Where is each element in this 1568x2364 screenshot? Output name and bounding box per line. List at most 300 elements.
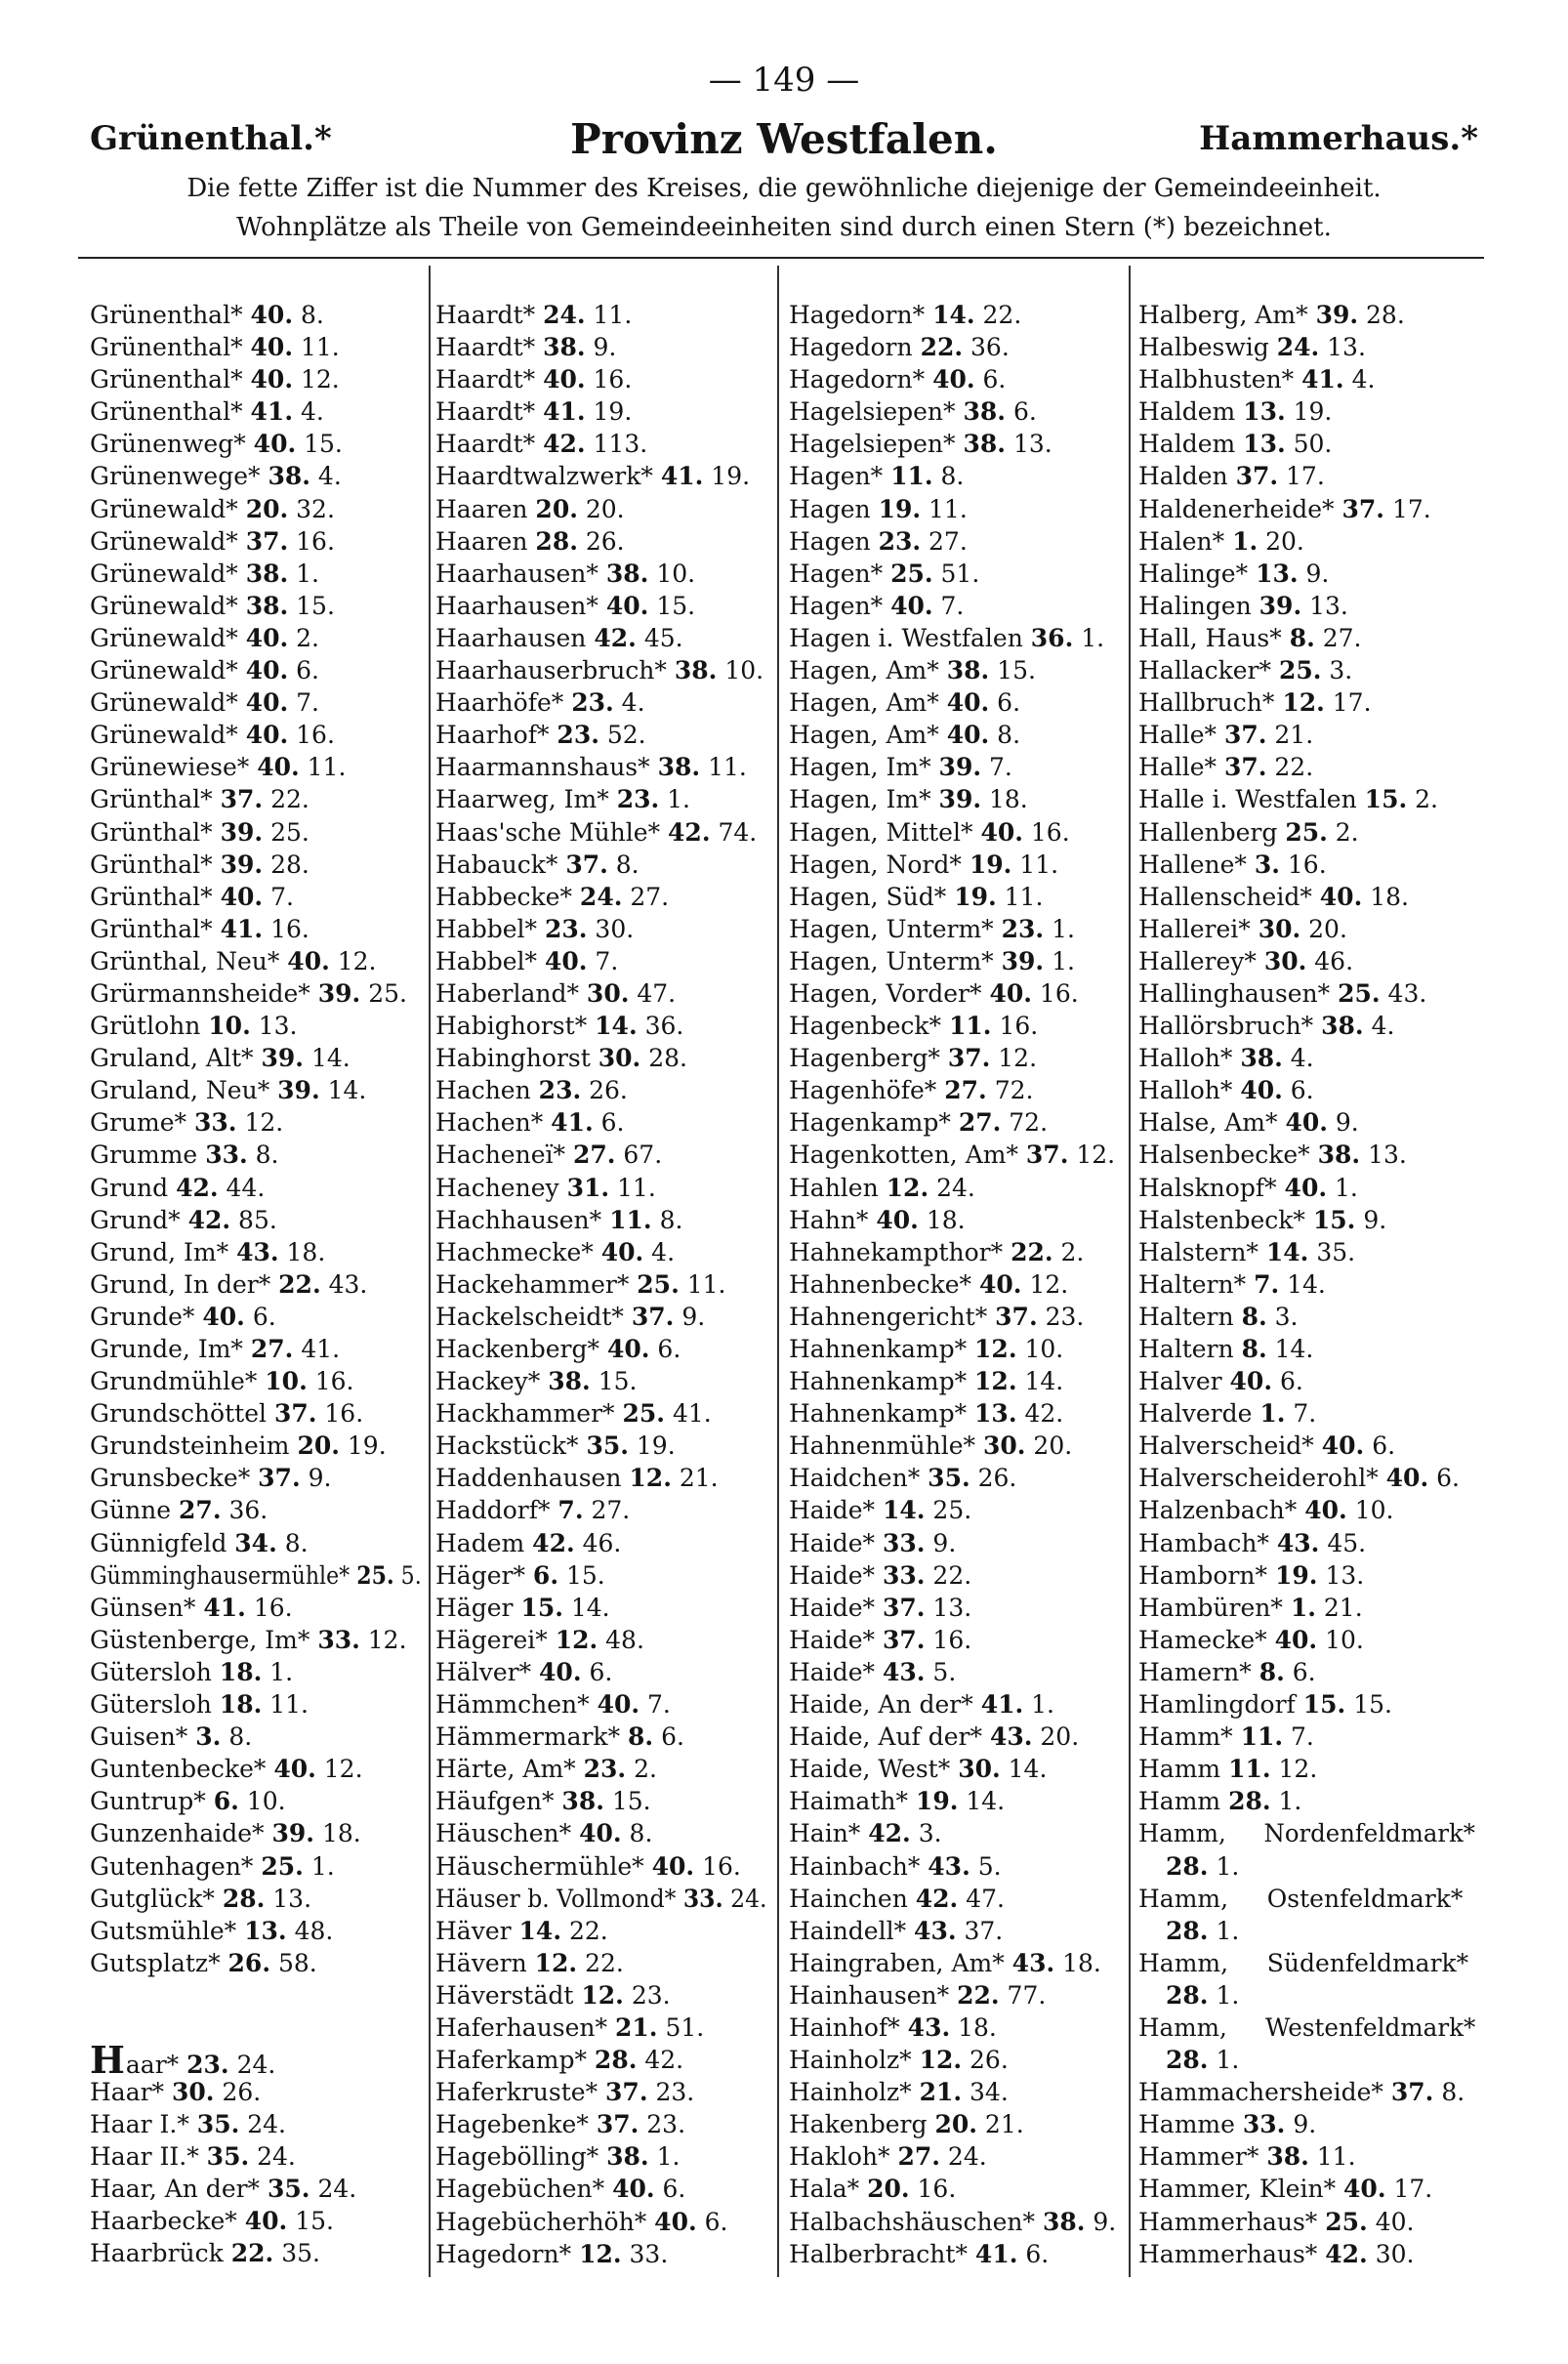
- municipality-number: 34.: [970, 2078, 1009, 2107]
- place-name: Hamern*: [1138, 1657, 1252, 1686]
- place-name: Hackey*: [435, 1367, 541, 1396]
- municipality-number: 48.: [294, 1916, 334, 1945]
- district-number: 42.: [668, 817, 711, 847]
- place-name: Hammachersheide*: [1138, 2078, 1383, 2107]
- district-number: 19.: [969, 850, 1012, 879]
- place-name: Hagen*: [789, 462, 884, 491]
- place-name: Halle*: [1138, 753, 1217, 782]
- place-name: Häverstädt: [435, 1980, 574, 2010]
- index-entry: [789, 1494, 1121, 1526]
- municipality-number: 6.: [252, 1302, 276, 1331]
- index-entry: [1138, 2206, 1475, 2238]
- district-number: 27.: [944, 1076, 987, 1105]
- district-number: 40.: [600, 1237, 644, 1266]
- municipality-number: 11.: [708, 753, 747, 782]
- district-number: 41.: [660, 462, 704, 491]
- district-number: 23.: [878, 526, 922, 556]
- district-number: 40.: [890, 591, 933, 620]
- municipality-number: 35.: [281, 2239, 320, 2268]
- municipality-number: 43.: [328, 1269, 368, 1299]
- municipality-number: 13.: [932, 1593, 972, 1622]
- district-number: 25.: [622, 1399, 665, 1429]
- district-number: 40.: [1385, 1464, 1429, 1493]
- district-number: 24.: [579, 882, 623, 911]
- district-number: 39.: [1259, 591, 1302, 620]
- index-entry: [1138, 1301, 1475, 1333]
- municipality-number: 19.: [593, 397, 633, 427]
- index-entry: [1138, 2173, 1475, 2205]
- place-name: Haaren: [435, 526, 528, 556]
- place-name: Hagen, Am*: [789, 656, 939, 685]
- municipality-number: 15.: [611, 1787, 651, 1816]
- place-name: Günnigfeld: [90, 1528, 227, 1557]
- index-entry: [90, 1172, 422, 1204]
- index-entry: [789, 590, 1121, 622]
- district-number: 8.: [1241, 1302, 1267, 1331]
- index-entry: [90, 299, 422, 331]
- municipality-number: 14.: [327, 1076, 367, 1105]
- index-entry: [90, 2173, 422, 2205]
- district-number: 28.: [222, 1884, 266, 1913]
- index-entry: [90, 1430, 422, 1462]
- index-entry: [1138, 1139, 1475, 1171]
- place-name: Gunzenhaide*: [90, 1819, 265, 1848]
- municipality-number: 14.: [1274, 1335, 1314, 1363]
- district-number: 40.: [1240, 1076, 1283, 1105]
- municipality-number: 10.: [1325, 1625, 1364, 1654]
- index-entry: [90, 1817, 422, 1849]
- municipality-number: 24.: [936, 1173, 975, 1202]
- place-name: Halberbracht*: [789, 2239, 968, 2268]
- place-name: Halloh*: [1138, 1044, 1233, 1073]
- district-number: 40.: [932, 365, 975, 394]
- district-number: 38.: [963, 397, 1006, 427]
- municipality-number: 36.: [970, 333, 1010, 362]
- municipality-number: 30.: [595, 914, 635, 943]
- index-entry: [1138, 751, 1475, 783]
- place-name: Gruland, Neu*: [90, 1076, 270, 1105]
- place-name: Guisen*: [90, 1722, 188, 1752]
- place-name: Grünewald*: [90, 721, 238, 750]
- municipality-number: 24.: [947, 2142, 987, 2172]
- district-number: 30.: [1263, 946, 1307, 975]
- index-entry: [435, 2206, 767, 2238]
- municipality-number: 11.: [1004, 882, 1044, 911]
- district-number: 38.: [1042, 2207, 1086, 2236]
- district-number: 43.: [1276, 1528, 1320, 1557]
- index-entry: [435, 1301, 767, 1333]
- place-name: Halbeswig: [1138, 333, 1269, 362]
- district-number: 22.: [278, 1269, 321, 1299]
- municipality-number: 1.: [656, 2142, 681, 2172]
- municipality-number: 7.: [296, 688, 319, 718]
- index-entry: [435, 1236, 767, 1268]
- place-name: Gutenhagen*: [90, 1851, 254, 1881]
- municipality-number: 16.: [324, 1399, 364, 1429]
- place-name: Hagen, Im*: [789, 785, 931, 814]
- index-entry: [789, 1527, 1121, 1559]
- district-number: 24.: [1276, 333, 1320, 362]
- index-entry: [789, 558, 1121, 590]
- index-entry: [789, 1333, 1121, 1365]
- index-entry: [90, 1592, 422, 1624]
- municipality-number: 4.: [300, 397, 324, 427]
- index-entry: [1138, 1850, 1475, 1883]
- municipality-number: 2.: [296, 623, 319, 652]
- place-name: Günne: [90, 1496, 172, 1525]
- municipality-number: 5.: [932, 1657, 957, 1686]
- index-entry: [90, 881, 422, 913]
- index-entry: [1138, 1172, 1475, 1204]
- municipality-number: 5.: [400, 1560, 422, 1590]
- district-number: 40.: [606, 1335, 650, 1363]
- municipality-number: 13.: [1325, 1560, 1365, 1590]
- municipality-number: 14.: [1008, 1755, 1048, 1784]
- place-name: Haltern: [1138, 1302, 1234, 1331]
- municipality-number: 15.: [656, 591, 696, 620]
- municipality-number: 9.: [308, 1464, 332, 1493]
- district-number: 12.: [629, 1464, 672, 1493]
- place-name: Haltern*: [1138, 1269, 1247, 1299]
- place-name: Habauck*: [435, 850, 558, 879]
- district-number: 21.: [615, 2012, 658, 2042]
- place-name: Haardt*: [435, 333, 536, 362]
- place-name: Haarhöfe*: [435, 688, 564, 718]
- municipality-number: 11.: [686, 1269, 726, 1299]
- district-number: 20.: [297, 1431, 340, 1461]
- municipality-number: 16.: [296, 526, 335, 556]
- index-entry: [435, 363, 767, 395]
- index-entry: [90, 331, 422, 363]
- index-entry: [789, 395, 1121, 428]
- municipality-number: 6.: [1372, 1431, 1396, 1461]
- municipality-number: 12.: [244, 1108, 284, 1138]
- municipality-number: 1.: [1335, 1173, 1358, 1202]
- district-number: 18.: [219, 1657, 263, 1686]
- municipality-number: 20.: [1265, 526, 1304, 556]
- place-name: Hahnenbecke*: [789, 1269, 972, 1299]
- municipality-number: 12.: [367, 1625, 407, 1654]
- district-number: 40.: [220, 882, 264, 911]
- index-entry: [1138, 1721, 1475, 1753]
- district-number: 38.: [1240, 1044, 1283, 1073]
- place-name: Hainbach*: [789, 1851, 921, 1881]
- municipality-number: 1.: [1216, 1916, 1240, 1945]
- place-name: Hagen, Am*: [789, 721, 939, 750]
- municipality-number: 10.: [246, 1787, 286, 1816]
- place-name: Haarweg, Im*: [435, 785, 609, 814]
- index-entry: [90, 2076, 422, 2108]
- municipality-number: 51.: [665, 2012, 705, 2042]
- municipality-number: 26.: [977, 1464, 1017, 1493]
- place-name: Hall, Haus*: [1138, 623, 1282, 652]
- municipality-number: 72.: [994, 1076, 1034, 1105]
- index-entry: [789, 1785, 1121, 1817]
- index-entry: [435, 590, 767, 622]
- place-name: Grünenwege*: [90, 462, 261, 491]
- district-number: 13.: [1243, 397, 1286, 427]
- municipality-number: 14.: [570, 1593, 610, 1622]
- place-name: Grünenthal*: [90, 397, 243, 427]
- district-number: 38.: [548, 1367, 591, 1396]
- column-divider: [777, 266, 779, 2277]
- place-name: Haide*: [789, 1593, 876, 1622]
- district-number: 1.: [1259, 1399, 1286, 1429]
- municipality-number: 35.: [1316, 1237, 1356, 1266]
- municipality-number: 4.: [1351, 365, 1376, 394]
- place-name: Hallenberg: [1138, 817, 1278, 847]
- index-entry: [1138, 1397, 1475, 1430]
- district-number: 40.: [989, 978, 1032, 1008]
- district-number: 31.: [566, 1173, 610, 1202]
- district-number: 35.: [928, 1464, 970, 1493]
- district-number: 12.: [534, 1948, 578, 1977]
- index-entry: [789, 622, 1121, 654]
- municipality-number: 6.: [1436, 1464, 1460, 1493]
- municipality-number: 16.: [314, 1367, 354, 1396]
- municipality-number: 23.: [1045, 1302, 1085, 1331]
- place-name: Haarmannshaus*: [435, 753, 650, 782]
- index-entry: [1138, 2140, 1475, 2173]
- district-number: 30.: [1258, 914, 1301, 943]
- index-entry: [789, 686, 1121, 719]
- municipality-number: 1.: [667, 785, 690, 814]
- place-name: Hamecke*: [1138, 1625, 1267, 1654]
- municipality-number: 4.: [621, 688, 645, 718]
- district-number: 38.: [674, 656, 718, 685]
- municipality-number: 85.: [238, 1205, 277, 1234]
- municipality-number: 12.: [337, 946, 377, 975]
- municipality-number: 30.: [1375, 2239, 1415, 2268]
- column-divider: [429, 266, 431, 2277]
- district-number: 30.: [586, 978, 630, 1008]
- place-name: Haidchen*: [789, 1464, 921, 1493]
- district-number: 38.: [268, 462, 310, 491]
- index-entry: [789, 1656, 1121, 1688]
- municipality-number: 24.: [236, 2050, 276, 2079]
- district-number: 40.: [539, 1657, 582, 1686]
- place-name: Halle*: [1138, 721, 1217, 750]
- municipality-number: 7.: [940, 591, 965, 620]
- column-divider: [1129, 266, 1131, 2277]
- index-entry: [789, 783, 1121, 815]
- index-entry: [1138, 2011, 1476, 2044]
- index-entry: [90, 590, 422, 622]
- place-name: Haarbecke*: [90, 2207, 237, 2236]
- place-name: Hahnenkamp*: [789, 1335, 968, 1363]
- page-title: Provinz Westfalen.: [570, 115, 998, 163]
- place-name: Guntenbecke*: [90, 1755, 267, 1784]
- place-name: Hagen, Unterm*: [789, 946, 994, 975]
- district-number: 33.: [205, 1141, 248, 1170]
- municipality-number: 13.: [1327, 333, 1366, 362]
- index-entry: [789, 977, 1121, 1010]
- district-number: 15.: [1312, 1205, 1356, 1234]
- municipality-number: 45.: [643, 623, 683, 652]
- index-entry: [90, 751, 422, 783]
- district-number: 40.: [579, 1819, 622, 1848]
- municipality-number: 9.: [593, 333, 617, 362]
- index-entry: [1138, 622, 1475, 654]
- municipality-number: 6.: [1279, 1367, 1303, 1396]
- district-number: 15.: [520, 1593, 563, 1622]
- district-number: 40.: [257, 753, 300, 782]
- index-entry: [90, 977, 422, 1010]
- index-entry: [1138, 1785, 1475, 1817]
- district-number: 23.: [544, 914, 588, 943]
- municipality-number: 33.: [629, 2239, 669, 2268]
- district-number: 19.: [954, 882, 997, 911]
- index-entry: [789, 2140, 1121, 2173]
- place-name: Hagedorn: [789, 333, 913, 362]
- index-entry: [90, 1850, 422, 1883]
- index-entry: [1138, 816, 1475, 849]
- district-number: 40.: [651, 1851, 695, 1881]
- place-name: Haardtwalzwerk*: [435, 462, 653, 491]
- municipality-number: 7.: [647, 1690, 671, 1720]
- place-name: Hammer, Klein*: [1138, 2175, 1337, 2204]
- place-name: Hahnengericht*: [789, 1302, 988, 1331]
- municipality-number: 21.: [1323, 1593, 1363, 1622]
- municipality-number: 45.: [1327, 1528, 1367, 1557]
- index-entry: [435, 1204, 767, 1236]
- place-name: Hallörsbruch*: [1138, 1012, 1314, 1041]
- index-entry: [90, 1301, 422, 1333]
- district-number: 40.: [544, 946, 588, 975]
- place-name: Grütlohn: [90, 1012, 201, 1041]
- municipality-number: 44.: [226, 1173, 266, 1202]
- place-name: Grünewald*: [90, 623, 238, 652]
- district-number: 39.: [271, 1819, 314, 1848]
- index-entry: [789, 1010, 1121, 1042]
- district-number: 33.: [882, 1528, 926, 1557]
- district-number: 39.: [938, 785, 982, 814]
- district-number: 38.: [946, 656, 990, 685]
- municipality-number: 6.: [982, 365, 1007, 394]
- place-name: Hammerhaus*: [1138, 2239, 1318, 2268]
- district-number: 38.: [1317, 1141, 1361, 1170]
- index-entry: [789, 945, 1121, 977]
- index-entry: [1138, 460, 1475, 492]
- district-number: 37.: [631, 1302, 675, 1331]
- district-number: 25.: [1338, 978, 1381, 1008]
- place-name: Habbecke*: [435, 882, 572, 911]
- place-name: Häger*: [435, 1560, 525, 1590]
- district-number: 12.: [886, 1173, 929, 1202]
- district-number: 43.: [236, 1237, 279, 1266]
- index-entry: [90, 525, 422, 558]
- municipality-number: 13.: [272, 1884, 312, 1913]
- municipality-number: 8.: [997, 721, 1021, 750]
- district-number: 14.: [1265, 1237, 1309, 1266]
- index-entry: [435, 1462, 767, 1494]
- municipality-number: 47.: [637, 978, 677, 1008]
- municipality-number: 51.: [940, 559, 980, 588]
- district-number: 42.: [187, 1205, 231, 1234]
- index-entry: [1138, 1656, 1475, 1688]
- district-number: 25.: [1278, 656, 1322, 685]
- municipality-number: 1.: [1081, 623, 1105, 652]
- place-name: Grünthal*: [90, 817, 213, 847]
- place-name: Hagelsiepen*: [789, 430, 956, 459]
- place-name: Habbel*: [435, 946, 538, 975]
- district-number: 14.: [882, 1496, 926, 1525]
- district-number: 39.: [938, 753, 982, 782]
- district-number: 25.: [1285, 817, 1328, 847]
- district-number: 41.: [250, 397, 294, 427]
- place-name: Halberg, Am*: [1138, 301, 1308, 329]
- municipality-number: 21.: [679, 1464, 719, 1493]
- district-number: 11.: [1228, 1755, 1271, 1784]
- place-name: Hagen: [789, 526, 871, 556]
- index-entry: [90, 2237, 422, 2269]
- municipality-number: 25.: [368, 978, 407, 1008]
- index-entry: [1138, 1688, 1475, 1721]
- index-entry: [789, 1979, 1121, 2011]
- index-entry: [90, 395, 422, 428]
- index-entry: [789, 1042, 1121, 1074]
- place-name: Haferhausen*: [435, 2012, 608, 2042]
- place-name: Haide*: [789, 1496, 876, 1525]
- municipality-number: 52.: [606, 721, 646, 750]
- place-name: Grund: [90, 1173, 169, 1202]
- district-number: 37.: [258, 1464, 301, 1493]
- municipality-number: 12.: [1278, 1755, 1318, 1784]
- district-number: 40.: [250, 301, 294, 329]
- municipality-number: 11.: [269, 1690, 309, 1720]
- district-number: 40.: [253, 430, 297, 459]
- index-entry: [435, 1074, 767, 1106]
- district-number: 38.: [561, 1787, 604, 1816]
- place-name: Hälver*: [435, 1657, 532, 1686]
- index-entry: [90, 1268, 422, 1301]
- municipality-number: 27.: [630, 882, 670, 911]
- municipality-number: 26.: [585, 526, 625, 556]
- place-name: Hagedorn*: [789, 301, 926, 329]
- place-name: Haar*: [90, 2077, 165, 2106]
- header-rule: [78, 257, 1484, 259]
- district-number: 22.: [1011, 1237, 1053, 1266]
- district-number: 23.: [571, 688, 614, 718]
- municipality-number: 10.: [656, 559, 696, 588]
- district-number: 1.: [1290, 1593, 1316, 1622]
- district-number: 28.: [1166, 1916, 1209, 1945]
- place-name: Halse, Am*: [1138, 1108, 1278, 1138]
- municipality-number: 11.: [1316, 2142, 1356, 2172]
- place-name: Grünewald*: [90, 656, 238, 685]
- index-entry: [1138, 493, 1475, 525]
- index-entry: [435, 2238, 767, 2270]
- index-entry: [90, 493, 422, 525]
- municipality-number: 42.: [1024, 1399, 1064, 1429]
- index-entry: [90, 1236, 422, 1268]
- place-name: Grünenthal*: [90, 365, 243, 394]
- index-entry: [90, 2108, 422, 2140]
- place-name: Haferkruste*: [435, 2078, 598, 2107]
- district-number: 8.: [1259, 1657, 1285, 1686]
- municipality-number: 18.: [1370, 882, 1409, 911]
- district-number: 42.: [868, 1819, 911, 1848]
- district-number: 6.: [213, 1787, 239, 1816]
- place-name: Hachhausen*: [435, 1205, 602, 1234]
- district-number: 41.: [551, 1108, 594, 1138]
- municipality-number: 72.: [1009, 1108, 1049, 1138]
- index-entry: [1138, 1883, 1475, 1915]
- district-number: 39.: [317, 978, 361, 1008]
- municipality-number: 20.: [1033, 1431, 1073, 1461]
- district-number: 12.: [581, 1980, 624, 2010]
- index-entry: [435, 1268, 767, 1301]
